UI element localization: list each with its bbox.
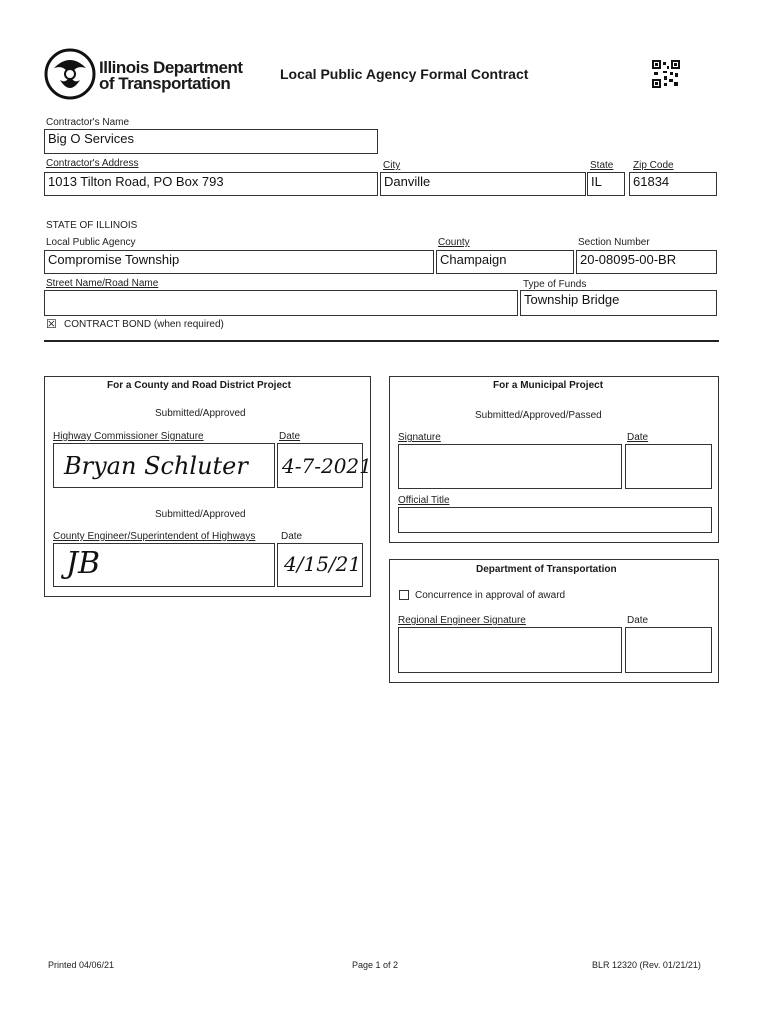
highway-commissioner-signature-box[interactable] [53, 443, 275, 488]
regional-engineer-label: Regional Engineer Signature [398, 615, 526, 626]
municipal-signature-label: Signature [398, 432, 441, 443]
dot-panel [389, 559, 719, 683]
highway-commissioner-signature: Bryan Schluter [64, 452, 248, 480]
county-label: County [438, 237, 470, 248]
municipal-date-label: Date [627, 432, 649, 443]
contract-bond-label: CONTRACT BOND (when required) [64, 319, 224, 330]
funds-label: Type of Funds [523, 279, 587, 290]
state-value: IL [591, 174, 602, 189]
contractor-address-value: 1013 Tilton Road, PO Box 793 [48, 174, 224, 189]
county-date2-label: Date [281, 531, 303, 542]
state-label: State [590, 160, 614, 171]
contractor-address-label: Contractor's Address [46, 158, 139, 169]
zip-field[interactable] [629, 172, 717, 196]
page-number: Page 1 of 2 [352, 960, 399, 970]
county-date1-label: Date [279, 431, 301, 442]
county-submitted-1: Submitted/Approved [155, 408, 246, 419]
official-title-field[interactable] [398, 507, 712, 533]
concurrence-checkbox[interactable] [399, 590, 409, 600]
agency-name-line1: Illinois Department [99, 58, 243, 77]
county-date2-box[interactable] [277, 543, 363, 587]
street-label: Street Name/Road Name [46, 278, 159, 289]
county-date2-value: 4/15/21 [284, 552, 362, 576]
lpa-field[interactable] [44, 250, 434, 274]
funds-value: Township Bridge [524, 292, 620, 307]
agency-name-line2: of Transportation [99, 74, 231, 93]
contractor-name-field[interactable] [44, 129, 378, 154]
regional-engineer-signature-box[interactable] [398, 627, 622, 673]
city-label: City [383, 160, 401, 171]
highway-commissioner-label: Highway Commissioner Signature [53, 431, 204, 442]
contractor-address-field[interactable] [44, 172, 378, 196]
state-field[interactable] [587, 172, 625, 196]
municipal-submitted: Submitted/Approved/Passed [475, 410, 602, 421]
printed-date: Printed 04/06/21 [48, 960, 115, 970]
county-panel-title: For a County and Road District Project [107, 380, 291, 391]
dot-date-label: Date [627, 615, 649, 626]
contractor-name-label: Contractor's Name [46, 117, 130, 128]
qr-code [652, 60, 680, 88]
county-date1-box[interactable] [277, 443, 372, 488]
contractor-name-value: Big O Services [48, 131, 134, 146]
dot-date-box[interactable] [625, 627, 712, 673]
funds-field[interactable] [520, 290, 717, 316]
county-engineer-signature: JB [66, 546, 101, 581]
county-submitted-2: Submitted/Approved [155, 509, 246, 520]
county-engineer-signature-box[interactable] [53, 543, 275, 587]
municipal-panel-title: For a Municipal Project [493, 380, 604, 391]
section-number-field[interactable] [576, 250, 717, 274]
idot-logo [44, 48, 96, 100]
dot-panel-title: Department of Transportation [476, 564, 617, 575]
municipal-date-box[interactable] [625, 444, 712, 489]
state-heading: STATE OF ILLINOIS [46, 220, 138, 231]
section-number-label: Section Number [578, 237, 650, 248]
zip-label: Zip Code [633, 160, 674, 171]
city-field[interactable] [380, 172, 586, 196]
section-number-value: 20-08095-00-BR [580, 252, 677, 267]
form-number: BLR 12320 (Rev. 01/21/21) [592, 960, 701, 970]
lpa-label: Local Public Agency [46, 237, 136, 248]
street-field[interactable] [44, 290, 518, 316]
section-divider [44, 340, 719, 342]
county-date1-value: 4-7-2021 [282, 454, 372, 478]
county-value: Champaign [440, 252, 507, 267]
form-title: Local Public Agency Formal Contract [280, 66, 529, 82]
zip-value: 61834 [633, 174, 670, 189]
lpa-value: Compromise Township [48, 252, 180, 267]
municipal-signature-box[interactable] [398, 444, 622, 489]
contract-bond-checkbox[interactable]: ☒ [46, 317, 57, 331]
county-engineer-label: County Engineer/Superintendent of Highways [53, 531, 256, 542]
official-title-label: Official Title [398, 495, 450, 506]
county-field[interactable] [436, 250, 574, 274]
city-value: Danville [384, 174, 431, 189]
county-project-panel [44, 376, 371, 597]
municipal-project-panel [389, 376, 719, 543]
concurrence-label: Concurrence in approval of award [415, 590, 566, 601]
